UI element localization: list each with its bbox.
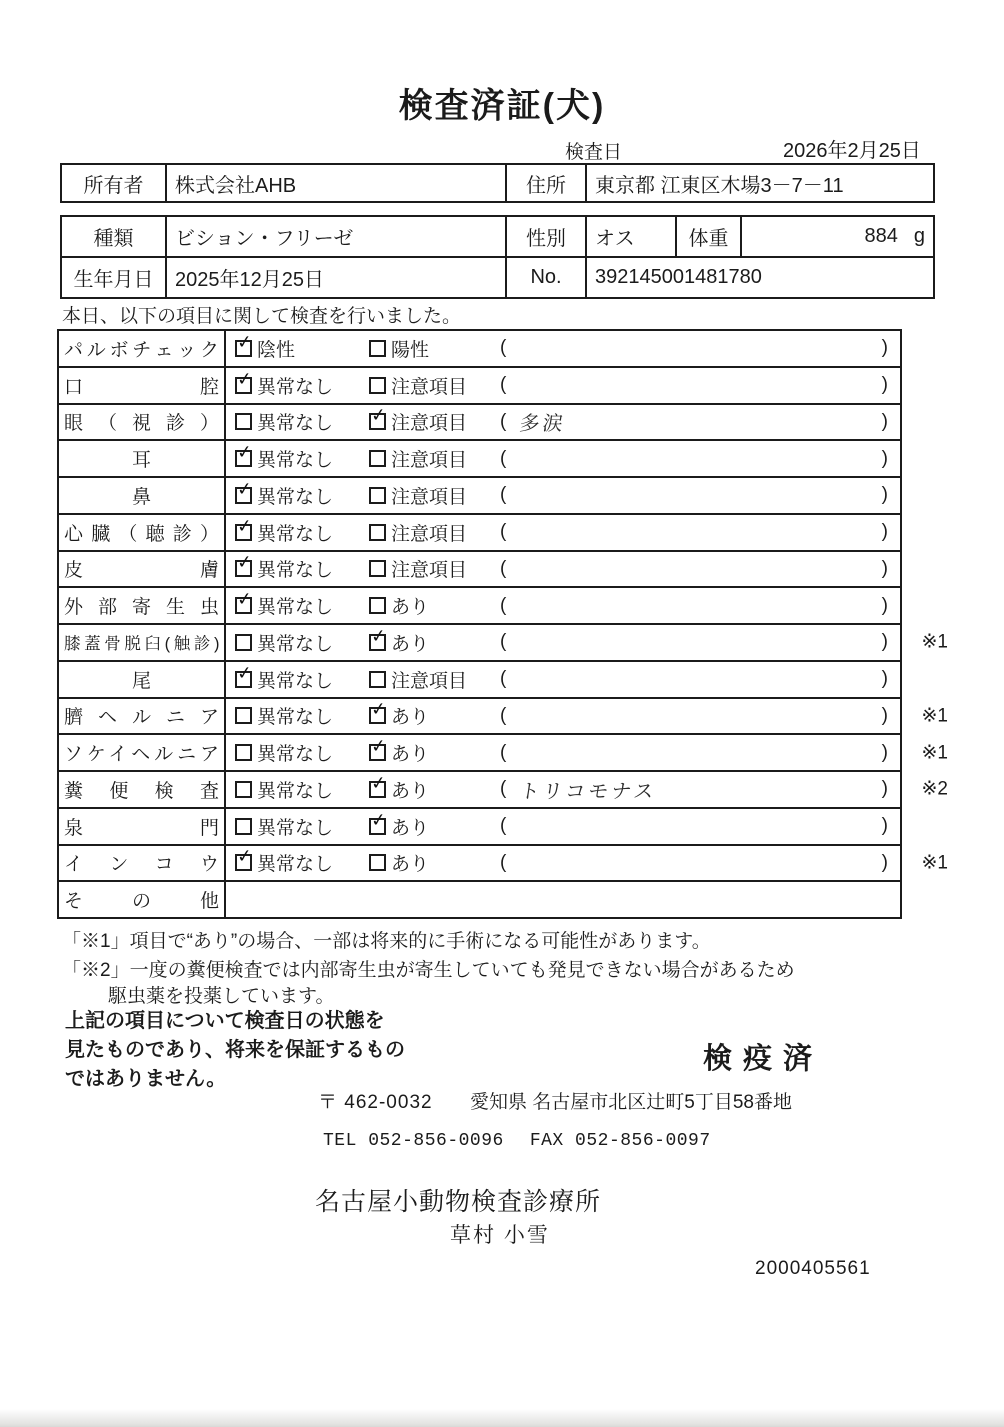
checklist-row — [59, 331, 900, 368]
checklist-item-label: 皮膚 — [59, 552, 226, 587]
option-label: 注意項目 — [391, 560, 468, 582]
checklist-row — [59, 588, 900, 625]
checked-checkbox-icon — [369, 735, 388, 761]
birthdate-value: 2025年12月25日 — [167, 258, 507, 297]
checklist-row — [59, 441, 900, 478]
handwritten-note: 多涙 — [518, 413, 568, 436]
disclaimer — [65, 1007, 405, 1094]
inspection-date-value: 2026年2月25日 — [783, 140, 921, 162]
option-label: 陽性 — [391, 339, 430, 361]
checklist-row — [59, 772, 948, 809]
check-mark-icon: ✓ — [235, 478, 254, 500]
checklist-item-content — [226, 552, 900, 587]
owner-row — [62, 165, 933, 201]
checklist-item-content — [226, 515, 900, 550]
footnote-mark: ※1 — [921, 742, 948, 764]
breed-value: ビション・フリーゼ — [167, 217, 507, 256]
animal-row-1 — [62, 217, 933, 258]
veterinarian-name: 草村 小雪 — [450, 1224, 550, 1247]
document-serial-number: 2000405561 — [755, 1258, 871, 1279]
checkbox-option — [235, 845, 369, 876]
remarks-field: ( ) — [500, 741, 888, 763]
unchecked-checkbox-icon — [369, 377, 386, 394]
option-label: あり — [391, 780, 430, 802]
unchecked-checkbox-icon — [235, 781, 252, 798]
breed-label: 種類 — [62, 217, 167, 256]
option-label: あり — [391, 707, 430, 729]
checklist-item-content — [226, 441, 900, 476]
unchecked-checkbox-icon — [369, 671, 386, 688]
unchecked-checkbox-icon — [235, 707, 252, 724]
option-label: あり — [391, 597, 430, 619]
checklist-item-content — [226, 368, 900, 403]
checklist-item-label: 尾 — [59, 662, 226, 697]
checklist-item-content — [226, 478, 900, 513]
checklist-item-label: パルボチェック — [59, 331, 226, 366]
check-mark-icon: ✓ — [369, 625, 388, 647]
clinic-phone-line — [323, 1131, 711, 1151]
option-label: 異常なし — [257, 670, 334, 692]
footnote-2-line-1: 「※2」一度の糞便検査では内部寄生虫が寄生していても発見できない場合があるため — [62, 960, 795, 981]
checklist-item-content — [226, 588, 900, 623]
remarks-field: ( ) — [500, 484, 888, 506]
option-label: 異常なし — [257, 597, 334, 619]
remarks-field: ( ) — [500, 704, 888, 726]
weight-unit: g — [913, 225, 925, 247]
check-mark-icon: ✓ — [235, 845, 254, 868]
checklist-row — [59, 552, 900, 589]
remarks-field: ( ) — [500, 668, 888, 690]
checklist-item-label: 外部寄生虫 — [59, 588, 226, 623]
disclaimer-line-2: 見たものであり、将来を保証するもの — [65, 1039, 405, 1061]
footnote-mark: ※1 — [921, 705, 948, 727]
checked-checkbox-icon — [235, 551, 254, 577]
checkbox-option — [369, 625, 500, 656]
check-mark-icon: ✓ — [235, 331, 254, 353]
remarks-field: ( ) — [500, 521, 888, 543]
checkbox-option — [369, 555, 500, 582]
option-label: 注意項目 — [391, 523, 468, 545]
checklist-item-label: 糞便検査 — [59, 772, 226, 807]
checked-checkbox-icon — [369, 625, 388, 651]
check-mark-icon: ✓ — [369, 772, 388, 794]
page-title: 検査済証(犬) — [398, 87, 606, 125]
checklist-item-content — [226, 735, 900, 770]
checklist-row — [59, 882, 900, 917]
sex-label: 性別 — [507, 217, 587, 256]
checked-checkbox-icon — [235, 661, 254, 688]
check-mark-icon: ✓ — [235, 661, 254, 684]
checkbox-option — [235, 629, 369, 656]
checklist-item-content — [226, 772, 900, 807]
checklist-item-content — [226, 699, 900, 734]
clinic-postal-code: 〒 462-0032 — [318, 1092, 433, 1113]
weight-label: 体重 — [677, 217, 742, 256]
disclaimer-line-3: ではありません。 — [65, 1068, 227, 1090]
checked-checkbox-icon — [369, 772, 388, 798]
address-label: 住所 — [507, 165, 587, 201]
checkbox-option — [235, 739, 369, 766]
checkbox-option — [369, 808, 500, 840]
check-mark-icon: ✓ — [369, 808, 388, 831]
checklist-item-content — [226, 882, 900, 917]
number-value: 392145001481780 — [595, 266, 762, 288]
checklist-row — [59, 735, 948, 772]
checkbox-option — [235, 478, 369, 509]
checked-checkbox-icon — [235, 514, 254, 541]
option-label: 異常なし — [257, 744, 334, 766]
checkbox-option — [235, 551, 369, 582]
checklist-row — [59, 845, 948, 883]
checklist-table — [57, 329, 948, 919]
checklist-item-label: 心臓（聴診） — [59, 515, 226, 550]
checklist-item-label: 眼（視診） — [59, 405, 226, 440]
check-mark-icon: ✓ — [235, 551, 254, 574]
check-mark-icon: ✓ — [235, 441, 254, 463]
checklist-row — [59, 368, 900, 405]
check-mark-icon: ✓ — [235, 514, 254, 537]
footnote-2-line-2: 駆虫薬を投薬しています。 — [108, 986, 335, 1007]
option-label: 異常なし — [257, 413, 334, 435]
checkbox-option — [369, 592, 500, 619]
checklist-row — [59, 515, 900, 552]
option-label: 陰性 — [257, 339, 296, 361]
owner-table — [60, 163, 935, 203]
owner-value: 株式会社AHB — [167, 165, 507, 201]
checkbox-option — [235, 408, 369, 435]
option-label: 注意項目 — [391, 670, 468, 692]
option-label: 異常なし — [257, 486, 334, 508]
option-label: 異常なし — [257, 780, 334, 802]
number-label: No. — [507, 258, 587, 297]
footnote-1: 「※1」項目で“あり”の場合、一部は将来的に手術になる可能性があります。 — [62, 931, 711, 952]
checklist-item-label: インコウ — [59, 846, 226, 881]
checklist-row — [59, 625, 948, 662]
remarks-field: ( ) — [500, 815, 888, 837]
checkbox-option — [235, 367, 369, 399]
checklist-row — [59, 698, 948, 736]
option-label: あり — [391, 633, 430, 655]
sex-value: オス — [587, 217, 677, 256]
checked-checkbox-icon — [369, 808, 388, 835]
disclaimer-line-1: 上記の項目について検査日の状態を — [65, 1010, 385, 1032]
remarks-field: ( ) — [500, 631, 888, 653]
checklist-row — [59, 809, 900, 846]
checklist-item-content — [226, 405, 900, 440]
checked-checkbox-icon — [235, 588, 254, 614]
option-label: 異常なし — [257, 633, 334, 655]
checkbox-option — [235, 441, 369, 472]
option-label: 注意項目 — [391, 450, 468, 472]
checklist-row — [59, 662, 900, 699]
weight-value: 884 — [864, 225, 898, 247]
checkbox-option — [369, 445, 500, 472]
remarks-field: ( ) — [500, 594, 888, 616]
checkbox-option — [369, 666, 500, 693]
footnote-mark: ※2 — [921, 778, 948, 800]
checked-checkbox-icon — [235, 331, 254, 357]
option-label: 異常なし — [257, 560, 334, 582]
address-value: 東京都 江東区木場3－7－11 — [595, 174, 844, 197]
option-label: 異常なし — [257, 450, 334, 472]
checked-checkbox-icon — [235, 367, 254, 394]
animal-row-2 — [62, 258, 933, 297]
inspection-date-label: 検査日 — [565, 142, 623, 163]
remarks-field: ( ) — [500, 851, 888, 873]
option-label: 注意項目 — [391, 413, 468, 435]
option-label: 異常なし — [257, 523, 334, 545]
quarantine-passed-stamp: 検疫済 — [703, 1043, 824, 1075]
checklist-row — [59, 478, 900, 515]
option-label: 注意項目 — [391, 486, 468, 508]
check-mark-icon: ✓ — [235, 367, 254, 390]
intro-text: 本日、以下の項目に関して検査を行いました。 — [62, 306, 462, 327]
checkbox-option — [235, 588, 369, 619]
owner-label: 所有者 — [62, 165, 167, 201]
unchecked-checkbox-icon — [369, 524, 386, 541]
checklist-item-content — [226, 331, 900, 366]
clinic-fax: FAX 052-856-0097 — [529, 1131, 711, 1151]
checkbox-option — [369, 735, 500, 766]
checkbox-option — [235, 702, 369, 729]
checked-checkbox-icon — [369, 404, 388, 430]
checkbox-option — [369, 772, 500, 803]
animal-info-table — [60, 215, 935, 299]
option-label: 異常なし — [257, 854, 334, 876]
option-label: 注意項目 — [391, 376, 468, 398]
checkbox-option — [235, 331, 369, 362]
unchecked-checkbox-icon — [369, 340, 386, 357]
remarks-field: ( ) — [500, 374, 888, 396]
scan-shadow — [0, 1409, 1004, 1427]
option-label: 異常なし — [257, 817, 334, 839]
check-mark-icon: ✓ — [235, 588, 254, 610]
remarks-field: ( ) — [500, 557, 888, 579]
footnote-mark: ※1 — [921, 852, 948, 874]
option-label: あり — [391, 854, 430, 876]
checkbox-option — [369, 335, 500, 362]
checklist-item-label: 口腔 — [59, 368, 226, 403]
checklist-item-content — [226, 662, 900, 697]
checkbox-option — [369, 372, 500, 399]
checklist-item-content — [226, 625, 900, 660]
unchecked-checkbox-icon — [369, 487, 386, 504]
checklist-row — [59, 405, 900, 442]
unchecked-checkbox-icon — [369, 560, 386, 577]
option-label: あり — [391, 744, 430, 766]
option-label: 異常なし — [257, 707, 334, 729]
checkbox-option — [369, 482, 500, 509]
checklist-item-label: 耳 — [59, 441, 226, 476]
checklist-item-label: 鼻 — [59, 478, 226, 513]
remarks-field: ( ) — [500, 447, 888, 469]
clinic-name: 名古屋小動物検査診療所 — [315, 1188, 602, 1216]
unchecked-checkbox-icon — [235, 634, 252, 651]
unchecked-checkbox-icon — [235, 744, 252, 761]
check-mark-icon: ✓ — [369, 735, 388, 757]
checklist-item-content — [226, 809, 900, 844]
unchecked-checkbox-icon — [235, 818, 252, 835]
checked-checkbox-icon — [369, 698, 388, 724]
unchecked-checkbox-icon — [369, 597, 386, 614]
unchecked-checkbox-icon — [235, 413, 252, 430]
checkbox-option — [369, 849, 500, 876]
checklist-item-label: 泉門 — [59, 809, 226, 844]
unchecked-checkbox-icon — [369, 450, 386, 467]
remarks-field: ( トリコモナス ) — [500, 775, 892, 804]
handwritten-note: トリコモナス — [518, 780, 659, 803]
checklist-item-content — [226, 846, 900, 881]
checkbox-option — [369, 519, 500, 546]
checkbox-option — [235, 661, 369, 693]
checkbox-option — [235, 813, 369, 840]
check-mark-icon: ✓ — [369, 698, 388, 721]
option-label: あり — [391, 817, 430, 839]
checklist-item-label: 臍ヘルニア — [59, 699, 226, 734]
checked-checkbox-icon — [235, 845, 254, 871]
birthdate-label: 生年月日 — [62, 258, 167, 297]
checklist-item-label: ソケイヘルニア — [59, 735, 226, 770]
checklist-item-label: その他 — [59, 882, 226, 917]
remarks-field: ( 多涙 ) — [500, 407, 892, 436]
checkbox-option — [369, 404, 500, 435]
checklist-item-label: 膝蓋骨脱臼(触診) — [59, 625, 226, 660]
checked-checkbox-icon — [235, 441, 254, 467]
check-mark-icon: ✓ — [369, 404, 388, 427]
checked-checkbox-icon — [235, 478, 254, 504]
option-label: 異常なし — [257, 376, 334, 398]
clinic-tel: TEL 052-856-0096 — [323, 1131, 504, 1151]
checkbox-option — [235, 776, 369, 803]
weight-value-cell — [742, 217, 933, 256]
checkbox-option — [369, 698, 500, 729]
clinic-address: 愛知県 名古屋市北区辻町5丁目58番地 — [470, 1092, 792, 1113]
remarks-field: ( ) — [500, 337, 888, 359]
footnote-mark: ※1 — [921, 631, 948, 653]
unchecked-checkbox-icon — [369, 854, 386, 871]
checkbox-option — [235, 514, 369, 546]
